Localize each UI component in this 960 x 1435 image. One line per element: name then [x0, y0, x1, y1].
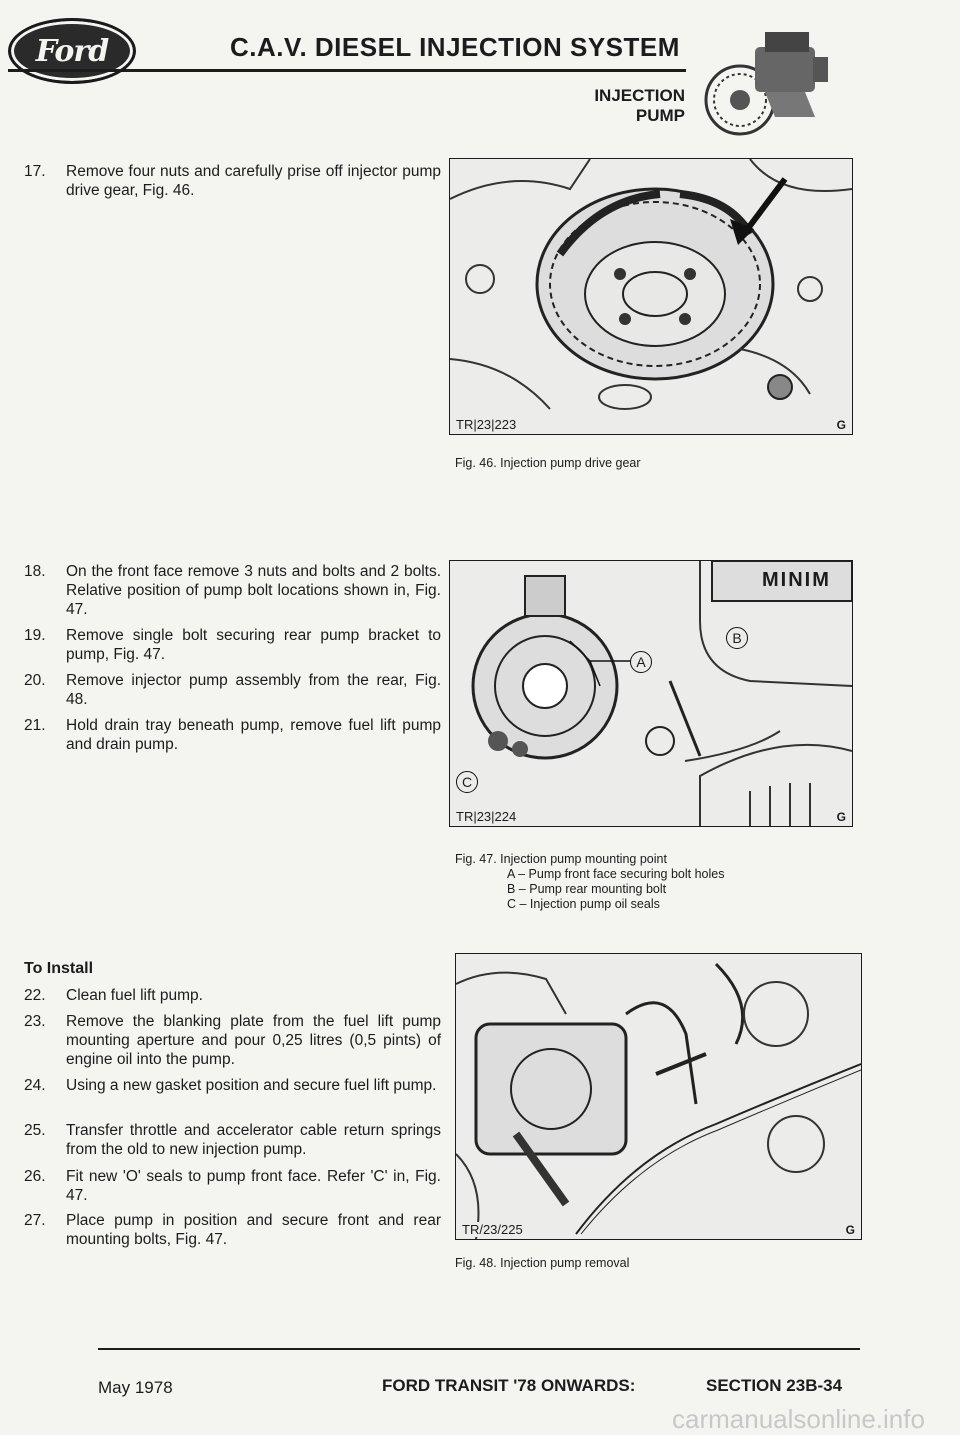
step-19: [24, 626, 444, 666]
caption-title: Fig. 47. Injection pump mounting point: [455, 852, 667, 866]
injection-pump-icon: [695, 22, 835, 142]
figure-46-caption: Fig. 46. Injection pump drive gear: [455, 456, 641, 470]
step-number: 20.: [24, 672, 46, 689]
install-heading: To Install: [24, 960, 94, 977]
logo-text: Ford: [35, 33, 109, 69]
figure-46-illustration: [449, 158, 853, 435]
step-text: Remove single bolt securing rear pump bracket to pump, Fig. 47.: [66, 627, 441, 663]
legend-item-a: A – Pump front face securing bolt holes: [507, 867, 725, 881]
footer-date: May 1978: [98, 1378, 173, 1397]
legend-item-c: C – Injection pump oil seals: [507, 897, 660, 911]
step-24: [24, 1076, 444, 1116]
step-text: Remove injector pump assembly from the rear, Fig. 48.: [66, 672, 441, 708]
step-21: [24, 716, 444, 756]
step-text: Remove the blanking plate from the fuel lift pump mounting aperture and pour 0,25 litres (0,5 pints) of engine oil into the pump.: [66, 1013, 441, 1068]
label-a: A: [630, 651, 652, 673]
figure-reference: TR/23/225: [459, 1222, 526, 1237]
label-c: C: [456, 771, 478, 793]
step-number: 25.: [24, 1122, 46, 1139]
figure-47-illustration: [449, 560, 853, 827]
drive-gear-drawing: [450, 159, 852, 434]
figure-48-illustration: [455, 953, 862, 1240]
mounting-point-drawing: [450, 561, 852, 826]
subtitle-line-2: PUMP: [635, 106, 685, 125]
step-27: [24, 1211, 444, 1251]
pump-removal-drawing: [456, 954, 861, 1239]
step-26: [24, 1167, 444, 1207]
step-text: Remove four nuts and carefully prise off injector pump drive gear, Fig. 46.: [66, 163, 441, 199]
ford-logo: [8, 18, 136, 84]
figure-48-caption: Fig. 48. Injection pump removal: [455, 1256, 630, 1270]
step-text: Fit new 'O' seals to pump front face. Refer 'C' in, Fig. 47.: [66, 1168, 441, 1204]
step-22: [24, 986, 444, 1008]
step-number: 24.: [24, 1077, 46, 1094]
footer-section-text: SECTION 23B-34: [706, 1376, 843, 1395]
page-title: C.A.V. DIESEL INJECTION SYSTEM: [230, 32, 680, 62]
step-18: [24, 562, 444, 620]
footer-rule: [98, 1348, 860, 1350]
step-17: [24, 162, 444, 202]
step-number: 18.: [24, 563, 46, 580]
figure-mark: G: [845, 1223, 855, 1237]
step-number: 23.: [24, 1013, 46, 1030]
figure-mark: G: [836, 418, 846, 432]
step-text: Clean fuel lift pump.: [66, 987, 203, 1004]
footer-vehicle: [382, 1376, 635, 1396]
step-number: 26.: [24, 1168, 46, 1185]
minim-badge: MINIM: [762, 569, 831, 591]
step-20: [24, 671, 444, 711]
legend-item-b: B – Pump rear mounting bolt: [507, 882, 667, 896]
step-number: 17.: [24, 163, 46, 180]
label-b: B: [726, 627, 748, 649]
step-text: Transfer throttle and accelerator cable return springs from the old to new injection pump.: [66, 1122, 441, 1158]
step-number: 21.: [24, 717, 46, 734]
step-number: 22.: [24, 987, 46, 1004]
footer-section: [706, 1376, 842, 1396]
figure-reference: TR|23|224: [453, 809, 519, 824]
step-23: [24, 1012, 444, 1070]
figure-47-caption: [455, 852, 835, 912]
step-number: 27.: [24, 1212, 46, 1229]
step-text: Using a new gasket position and secure fuel lift pump.: [66, 1077, 437, 1094]
figure-mark: G: [836, 810, 846, 824]
step-25: [24, 1121, 444, 1161]
step-text: Hold drain tray beneath pump, remove fuel lift pump and drain pump.: [66, 717, 441, 753]
figure-reference: TR|23|223: [453, 417, 519, 432]
step-text: Place pump in position and secure front and rear mounting bolts, Fig. 47.: [66, 1212, 441, 1248]
step-text: On the front face remove 3 nuts and bolts and 2 bolts. Relative position of pump bolt locations shown in, Fig. 47.: [66, 563, 441, 618]
footer-vehicle-text: FORD TRANSIT '78 ONWARDS:: [382, 1376, 636, 1395]
subtitle-line-1: INJECTION: [594, 86, 685, 105]
header-rule: [8, 69, 686, 72]
step-number: 19.: [24, 627, 46, 644]
section-subtitle: [594, 86, 685, 126]
watermark: carmanualsonline.info: [672, 1404, 925, 1434]
